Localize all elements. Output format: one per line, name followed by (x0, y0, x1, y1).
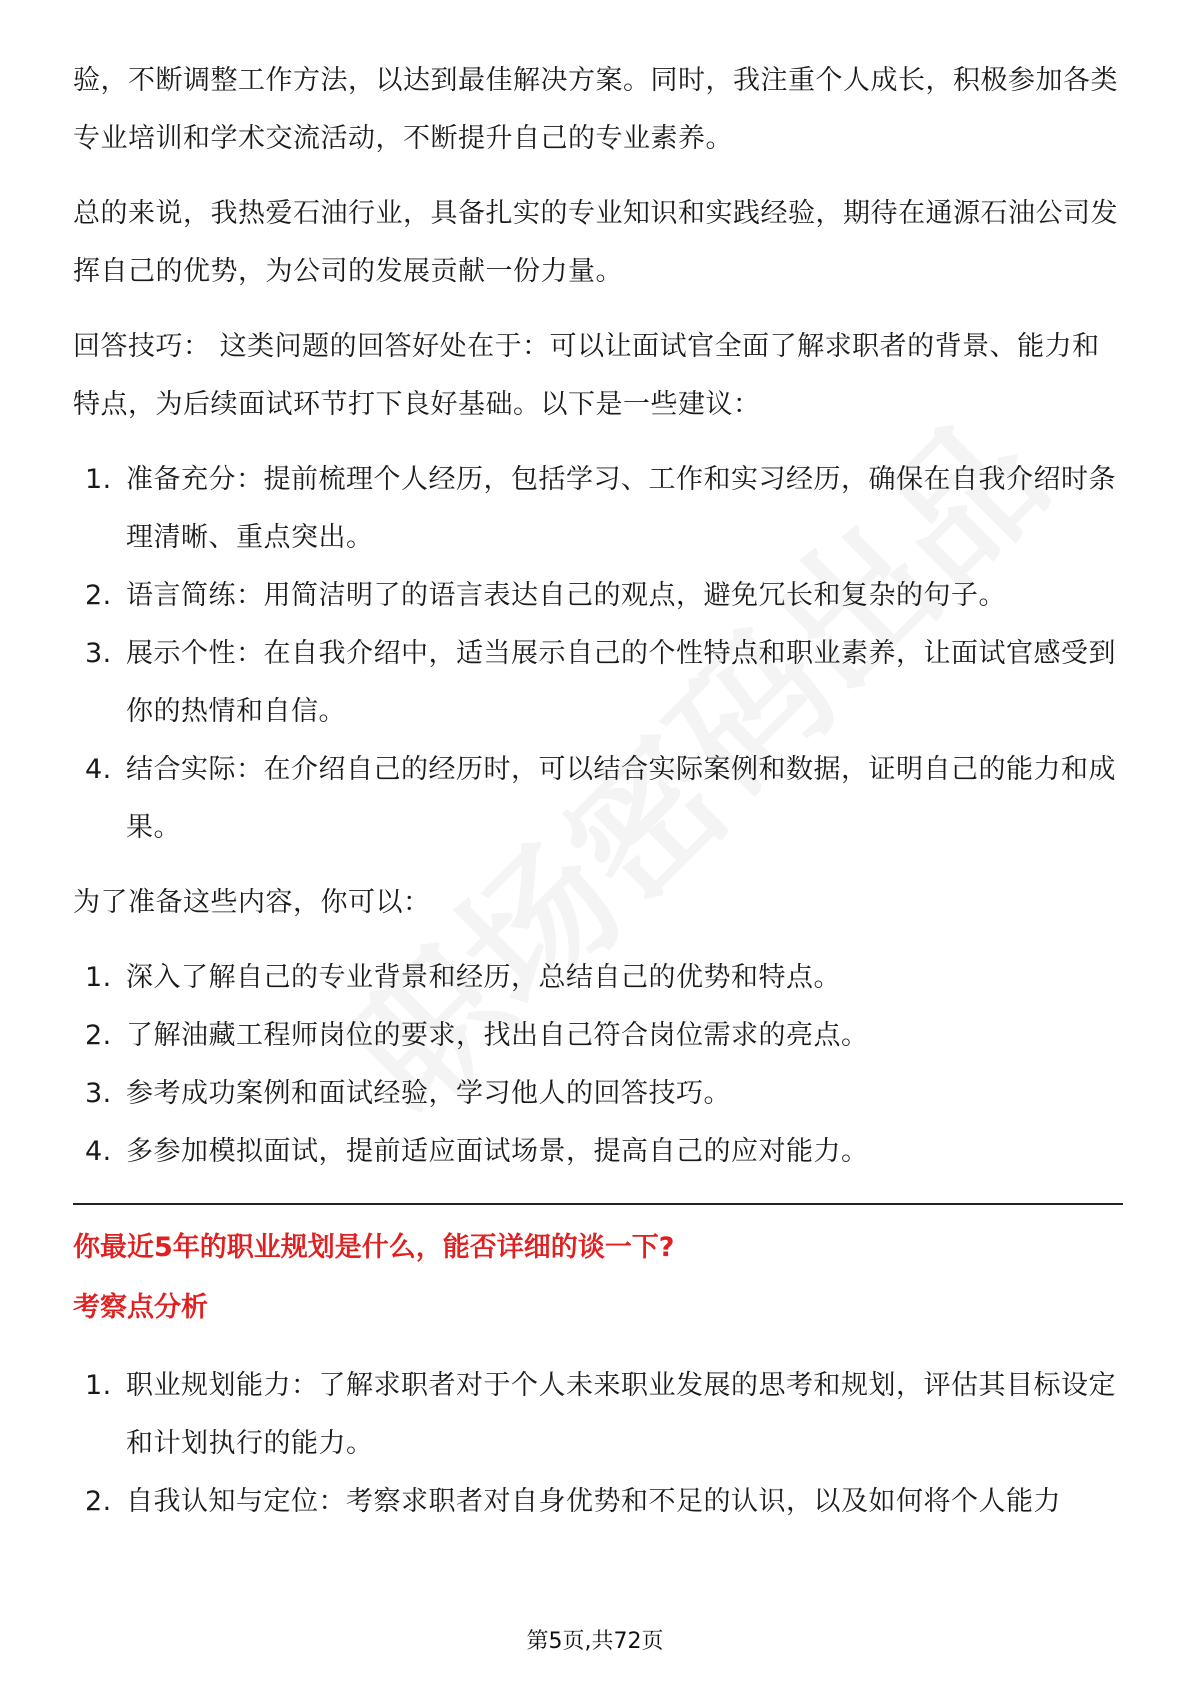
list-number: 4. (85, 1136, 112, 1167)
paragraph-summary: 总的来说，我热爱石油行业，具备扎实的专业知识和实践经验，期待在通源石油公司发挥自己的优势，为公司的发展贡献一份力量。 (73, 198, 1118, 287)
list-number: 1. (85, 962, 112, 993)
list-number: 1. (85, 1370, 112, 1401)
question-heading: 你最近5年的职业规划是什么，能否详细的谈一下? (73, 1232, 675, 1263)
list-item (73, 1473, 1123, 1531)
list-item-text: 展示个性：在自我介绍中，适当展示自己的个性特点和职业素养，让面试官感受到你的热情和自信。 (126, 638, 1116, 727)
list-item (73, 1007, 1123, 1065)
paragraph-continuation: 验，不断调整工作方法，以达到最佳解决方案。同时，我注重个人成长，积极参加各类专业培训和学术交流活动，不断提升自己的专业素养。 (73, 65, 1118, 154)
page-footer: 第5页,共72页 (526, 1629, 664, 1654)
list-number: 4. (85, 754, 112, 785)
tips-list (73, 451, 1123, 857)
list-item-text: 自我认知与定位：考察求职者对自身优势和不足的认识，以及如何将个人能力 (126, 1486, 1061, 1517)
list-number: 1. (85, 464, 112, 495)
paragraph-answer-tips: 回答技巧： 这类问题的回答好处在于：可以让面试官全面了解求职者的背景、能力和特点，为后续面试环节打下良好基础。以下是一些建议： (73, 331, 1100, 420)
list-item (73, 1123, 1123, 1181)
list-item-text: 职业规划能力：了解求职者对于个人未来职业发展的思考和规划，评估其目标设定和计划执行的能力。 (126, 1370, 1116, 1459)
list-item-text: 多参加模拟面试，提前适应面试场景，提高自己的应对能力。 (126, 1136, 869, 1167)
list-item (73, 741, 1123, 857)
list-item-text: 语言简练：用简洁明了的语言表达自己的观点，避免冗长和复杂的句子。 (126, 580, 1006, 611)
list-item (73, 1065, 1123, 1123)
list-number: 2. (85, 1020, 112, 1051)
prep-list (73, 949, 1123, 1181)
list-item (73, 625, 1123, 741)
analysis-list (73, 1357, 1123, 1531)
list-number: 3. (85, 1078, 112, 1109)
list-item-text: 准备充分：提前梳理个人经历，包括学习、工作和实习经历，确保在自我介绍时条理清晰、重点突出。 (126, 464, 1116, 553)
list-item-text: 参考成功案例和面试经验，学习他人的回答技巧。 (126, 1078, 731, 1109)
list-item-text: 深入了解自己的专业背景和经历，总结自己的优势和特点。 (126, 962, 841, 993)
list-item-text: 了解油藏工程师岗位的要求，找出自己符合岗位需求的亮点。 (126, 1020, 869, 1051)
analysis-heading: 考察点分析 (73, 1292, 208, 1323)
list-item-text: 结合实际：在介绍自己的经历时，可以结合实际案例和数据，证明自己的能力和成果。 (126, 754, 1116, 843)
paragraph-prep-intro: 为了准备这些内容，你可以： (73, 887, 431, 918)
list-item (73, 567, 1123, 625)
list-item (73, 1357, 1123, 1473)
list-item (73, 949, 1123, 1007)
list-number: 3. (85, 638, 112, 669)
document-page (73, 52, 1123, 1548)
list-item (73, 451, 1123, 567)
section-divider (73, 1203, 1123, 1205)
list-number: 2. (85, 580, 112, 611)
list-number: 2. (85, 1486, 112, 1517)
